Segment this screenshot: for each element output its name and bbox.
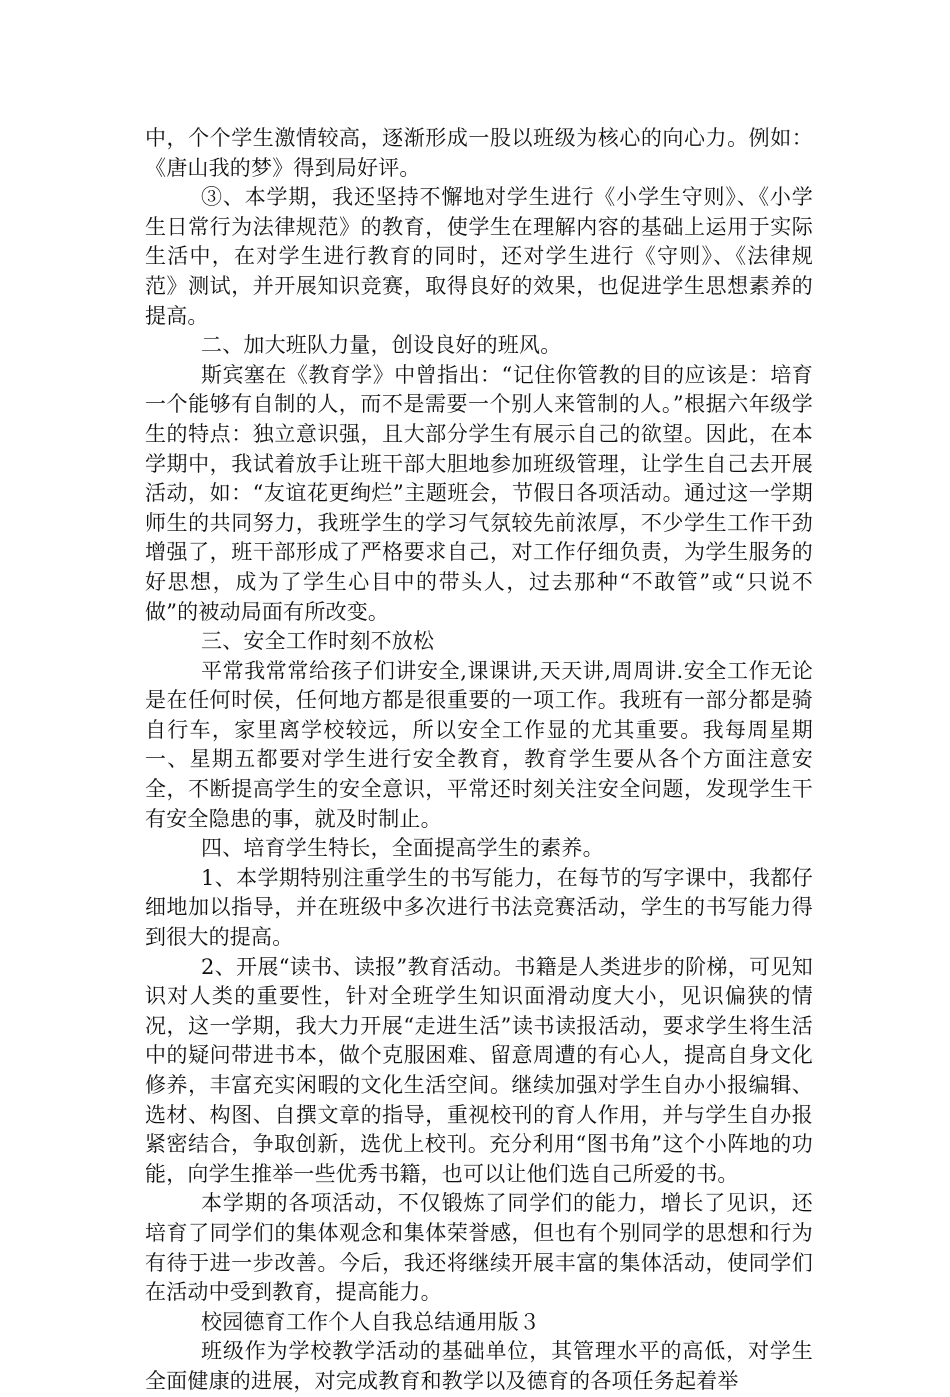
section-heading-talents: 四、培育学生特长，全面提高学生的素养。	[201, 836, 604, 861]
paragraph-safety: 平常我常常给孩子们讲安全,课课讲,天天讲,周周讲.安全工作无论是在任何时侯，任何地方都是很重要的一项工作。我班有一部分都是骑自行车，家里离学校较远，所以安全工作显的尤其重要。我每周星期一、星期五都要对学生进行安全教育，教育学生要从各个方面注意安全，不断提高学生的安全意识，平常还时刻关注安全问题，发现学生干有安全隐患的事，就及时制止。	[145, 658, 813, 831]
paragraph-class-management: 班级作为学校教学活动的基础单位，其管理水平的高低，对学生全面健康的进展，对完成教育和教学以及德育的各项任务起着举	[145, 1339, 813, 1393]
paragraph-continuation: 中，个个学生激情较高，逐渐形成一股以班级为核心的向心力。例如：《唐山我的梦》得到局好评。	[145, 126, 813, 180]
paragraph-rules-education: ③、本学期，我还坚持不懈地对学生进行《小学生守则》、《小学生日常行为法律规范》的教育，使学生在理解内容的基础上运用于实际生活中，在对学生进行教育的同时，还对学生进行《守则》、《法律规范》测试，并开展知识竞赛，取得良好的效果，也促进学生思想素养的提高。	[145, 185, 813, 328]
paragraph-reading-activity: 2、开展“读书、读报”教育活动。书籍是人类进步的阶梯，可见知识对人类的重要性，针对全班学生知识面滑动度大小，见识偏狭的情况，这一学期，我大力开展“走进生活”读书读报活动，要求学生将生活中的疑问带进书本，做个克服困难、留意周遭的有心人，提高自身文化修养，丰富充实闲暇的文化生活空间。继续加强对学生自办小报编辑、选材、构图、自撰文章的指导，重视校刊的育人作用，并与学生自办报紧密结合，争取创新，选优上校刊。充分利用“图书角”这个小阵地的功能，向学生推举一些优秀书籍，也可以让他们选自己所爱的书。	[145, 954, 813, 1186]
section-heading-safety: 三、安全工作时刻不放松	[201, 629, 435, 654]
section-heading-version-3: 校园德育工作个人自我总结通用版３	[201, 1309, 541, 1334]
paragraph-semester-summary: 本学期的各项活动，不仅锻炼了同学们的能力，增长了见识，还培育了同学们的集体观念和集体荣誉感，但也有个别同学的思想和行为有待于进一步改善。今后，我还将继续开展丰富的集体活动，使同学们在活动中受到教育，提高能力。	[145, 1191, 813, 1305]
paragraph-spencer-quote: 斯宾塞在《教育学》中曾指出：“记住你管教的目的应该是：培育一个能够有自制的人，而不是需要一个别人来管制的人。”根据六年级学生的特点：独立意识强，且大部分学生有展示自己的欲望。因此，在本学期中，我试着放手让班干部大胆地参加班级管理，让学生自己去开展活动，如：“友谊花更绚烂”主题班会，节假日各项活动。通过这一学期师生的共同努力，我班学生的学习气氛较先前浓厚，不少学生工作干劲增强了，班干部形成了严格要求自己，对工作仔细负责，为学生服务的好思想，成为了学生心目中的带头人，过去那种“不敢管”或“只说不做”的被动局面有所改变。	[145, 362, 813, 624]
paragraph-writing-ability: 1、本学期特别注重学生的书写能力，在每节的写字课中，我都仔细地加以指导，并在班级中多次进行书法竞赛活动，学生的书写能力得到很大的提高。	[145, 865, 813, 950]
section-heading-class-team: 二、加大班队力量，创设良好的班风。	[201, 333, 562, 358]
document-body	[145, 124, 813, 1397]
